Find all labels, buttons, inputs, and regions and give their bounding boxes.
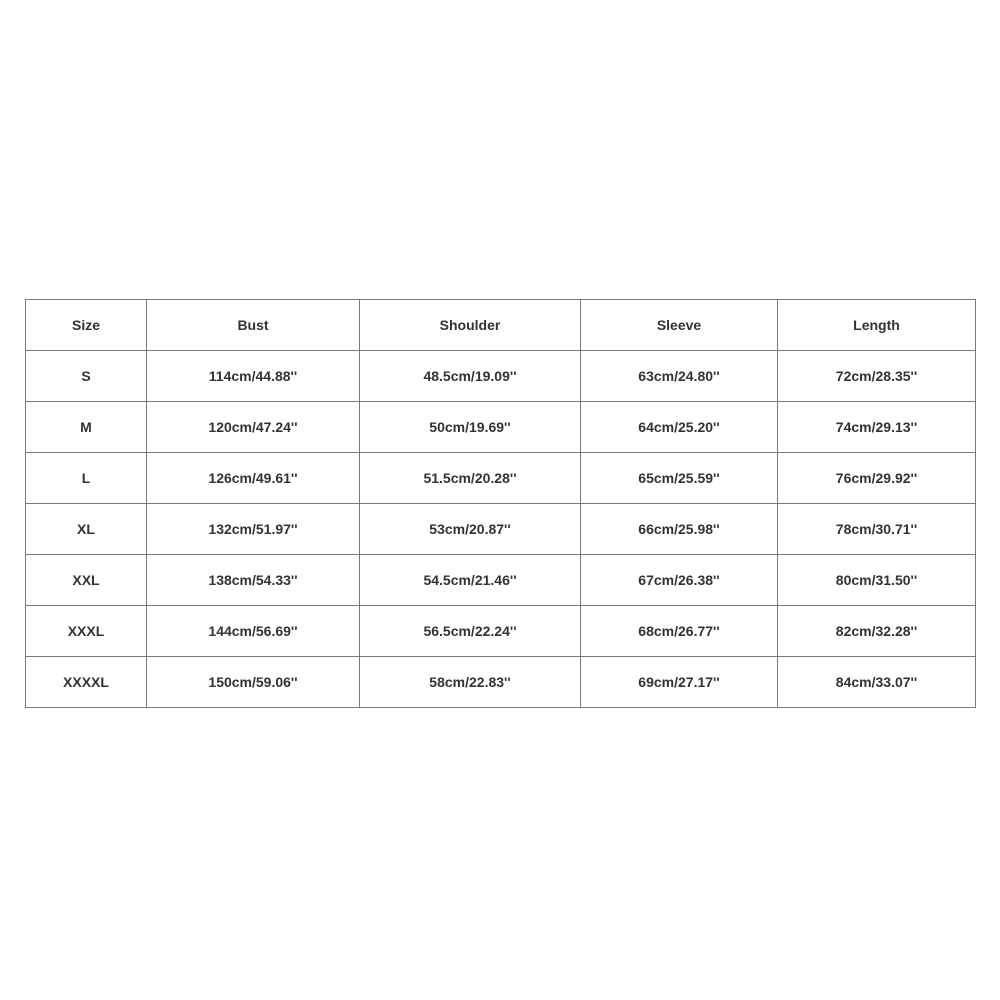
cell-sleeve: 66cm/25.98''	[581, 504, 778, 555]
cell-sleeve: 64cm/25.20''	[581, 402, 778, 453]
cell-sleeve: 68cm/26.77''	[581, 606, 778, 657]
table-row	[26, 504, 976, 555]
size-chart-table	[25, 299, 976, 708]
cell-length: 72cm/28.35''	[778, 351, 976, 402]
cell-shoulder: 56.5cm/22.24''	[360, 606, 581, 657]
table-row	[26, 657, 976, 708]
cell-sleeve: 69cm/27.17''	[581, 657, 778, 708]
cell-size: XXXXL	[26, 657, 147, 708]
cell-size: L	[26, 453, 147, 504]
table-row	[26, 453, 976, 504]
cell-sleeve: 63cm/24.80''	[581, 351, 778, 402]
table-row	[26, 606, 976, 657]
cell-size: XXXL	[26, 606, 147, 657]
cell-shoulder: 51.5cm/20.28''	[360, 453, 581, 504]
header-bust: Bust	[147, 300, 360, 351]
header-shoulder: Shoulder	[360, 300, 581, 351]
table-row	[26, 555, 976, 606]
cell-bust: 150cm/59.06''	[147, 657, 360, 708]
cell-shoulder: 48.5cm/19.09''	[360, 351, 581, 402]
cell-bust: 132cm/51.97''	[147, 504, 360, 555]
cell-sleeve: 65cm/25.59''	[581, 453, 778, 504]
cell-size: S	[26, 351, 147, 402]
cell-shoulder: 50cm/19.69''	[360, 402, 581, 453]
cell-length: 74cm/29.13''	[778, 402, 976, 453]
cell-bust: 120cm/47.24''	[147, 402, 360, 453]
cell-length: 76cm/29.92''	[778, 453, 976, 504]
header-length: Length	[778, 300, 976, 351]
cell-length: 78cm/30.71''	[778, 504, 976, 555]
cell-bust: 144cm/56.69''	[147, 606, 360, 657]
cell-sleeve: 67cm/26.38''	[581, 555, 778, 606]
table-row	[26, 402, 976, 453]
cell-shoulder: 58cm/22.83''	[360, 657, 581, 708]
table-row	[26, 351, 976, 402]
header-size: Size	[26, 300, 147, 351]
cell-size: XXL	[26, 555, 147, 606]
cell-shoulder: 54.5cm/21.46''	[360, 555, 581, 606]
cell-bust: 138cm/54.33''	[147, 555, 360, 606]
header-sleeve: Sleeve	[581, 300, 778, 351]
cell-length: 80cm/31.50''	[778, 555, 976, 606]
cell-length: 82cm/32.28''	[778, 606, 976, 657]
cell-bust: 114cm/44.88''	[147, 351, 360, 402]
cell-bust: 126cm/49.61''	[147, 453, 360, 504]
cell-length: 84cm/33.07''	[778, 657, 976, 708]
table-header-row	[26, 300, 976, 351]
cell-size: XL	[26, 504, 147, 555]
cell-size: M	[26, 402, 147, 453]
cell-shoulder: 53cm/20.87''	[360, 504, 581, 555]
